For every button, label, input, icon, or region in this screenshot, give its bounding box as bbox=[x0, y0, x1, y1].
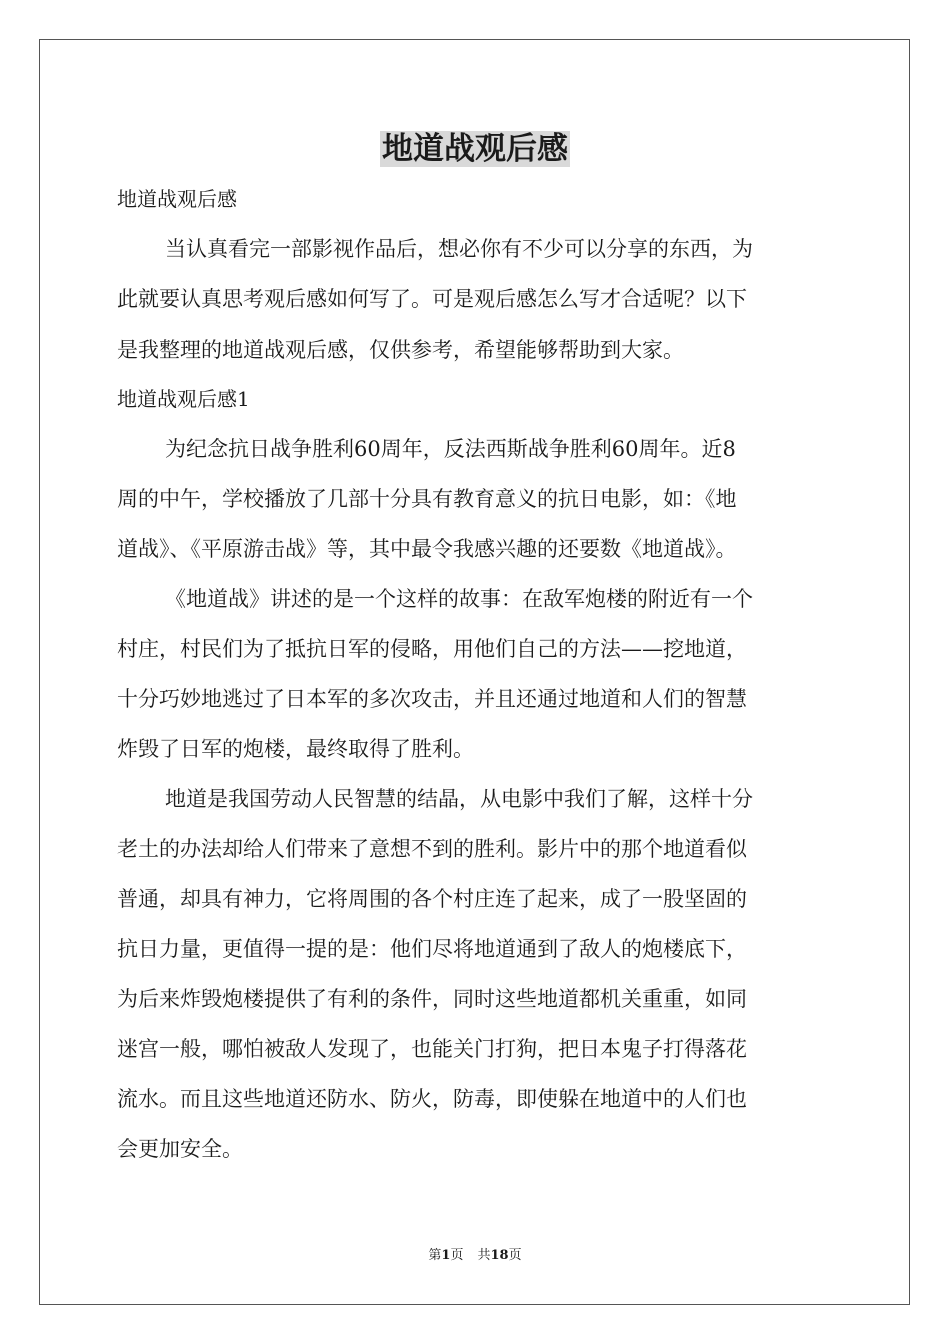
paragraph-line: 为后来炸毁炮楼提供了有利的条件，同时这些地道都机关重重，如同 bbox=[117, 987, 747, 1011]
page-footer bbox=[0, 1247, 950, 1265]
page-suffix: 页 bbox=[450, 1248, 464, 1263]
total-prefix: 共 bbox=[477, 1248, 491, 1263]
paragraph-line: 炸毁了日军的炮楼，最终取得了胜利。 bbox=[117, 737, 474, 761]
paragraph-line: 是我整理的地道战观后感，仅供参考，希望能够帮助到大家。 bbox=[117, 338, 684, 362]
total-suffix: 页 bbox=[508, 1248, 522, 1263]
paragraph-line: 抗日力量，更值得一提的是：他们尽将地道通到了敌人的炮楼底下， bbox=[117, 937, 747, 961]
total-pages: 18 bbox=[490, 1248, 509, 1263]
page-prefix: 第 bbox=[428, 1248, 442, 1263]
paragraph-line: 当认真看完一部影视作品后，想必你有不少可以分享的东西，为 bbox=[165, 237, 753, 261]
paragraph-line: 流水。而且这些地道还防水、防火，防毒，即使躲在地道中的人们也 bbox=[117, 1087, 747, 1111]
page-border bbox=[39, 39, 910, 1305]
paragraph-line: 地道是我国劳动人民智慧的结晶，从电影中我们了解，这样十分 bbox=[165, 787, 753, 811]
section-heading: 地道战观后感 bbox=[117, 187, 237, 211]
paragraph-line: 村庄，村民们为了抵抗日军的侵略，用他们自己的方法——挖地道， bbox=[117, 637, 747, 661]
paragraph-line: 《地道战》讲述的是一个这样的故事：在敌军炮楼的附近有一个 bbox=[165, 587, 753, 611]
document-title bbox=[0, 127, 950, 171]
paragraph-line: 十分巧妙地逃过了日本军的多次攻击，并且还通过地道和人们的智慧 bbox=[117, 687, 747, 711]
document-title-text: 地道战观后感 bbox=[382, 131, 568, 167]
paragraph-line: 迷宫一般，哪怕被敌人发现了，也能关门打狗，把日本鬼子打得落花 bbox=[117, 1037, 747, 1061]
paragraph-line: 老土的办法却给人们带来了意想不到的胜利。影片中的那个地道看似 bbox=[117, 837, 747, 861]
paragraph-line: 周的中午，学校播放了几部十分具有教育意义的抗日电影，如：《地 bbox=[117, 487, 737, 511]
paragraph-line: 普通，却具有神力，它将周围的各个村庄连了起来，成了一股坚固的 bbox=[117, 887, 747, 911]
paragraph-line: 会更加安全。 bbox=[117, 1137, 243, 1161]
paragraph-line: 为纪念抗日战争胜利60周年，反法西斯战争胜利60周年。近8 bbox=[165, 437, 736, 461]
section-heading: 地道战观后感1 bbox=[117, 387, 250, 411]
paragraph-line: 此就要认真思考观后感如何写了。可是观后感怎么写才合适呢？以下 bbox=[117, 287, 747, 311]
page-number: 1 bbox=[441, 1248, 451, 1263]
paragraph-line: 道战》、《平原游击战》等，其中最令我感兴趣的还要数《地道战》。 bbox=[117, 537, 737, 561]
